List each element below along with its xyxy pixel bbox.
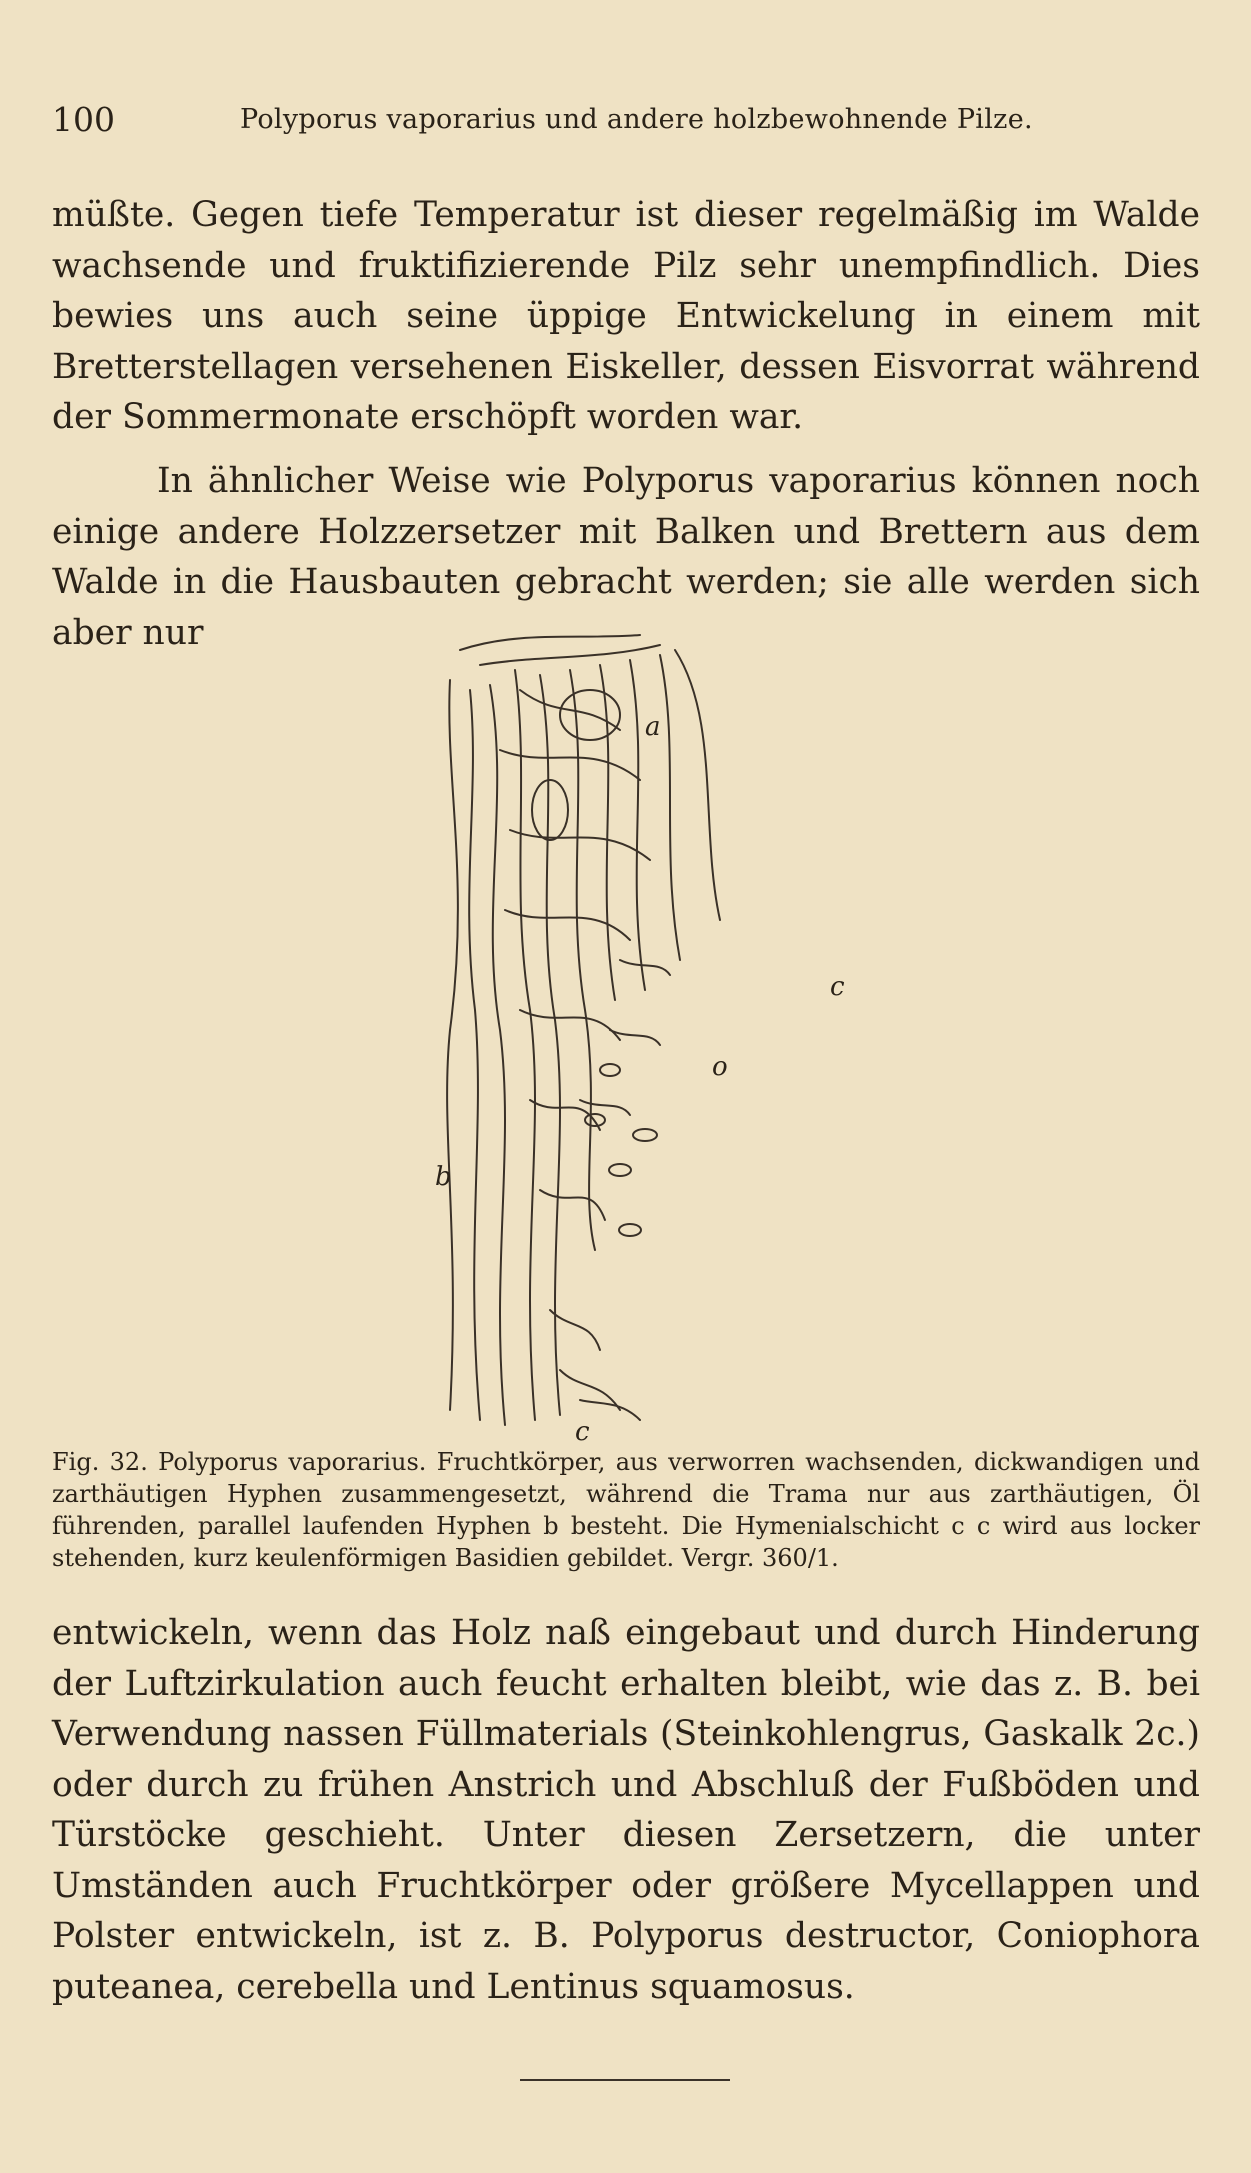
page-number: 100 xyxy=(52,100,115,139)
figure-illustration xyxy=(420,630,880,1445)
figure-label-c-bottom: c xyxy=(575,1417,590,1445)
paragraph-3: entwickeln, wenn das Holz naß eingebaut und durch Hinderung der Luftzirkulation auch feucht erhalten bleibt, wie das z. B. bei Verwendung nassen Füllmaterials (Steinkohlengrus, Gaskalk 2c.) oder durch zu frühen Anstrich und Abschluß der Fußböden und Türstöcke geschieht. Unter diesen Zersetzern, die unter Umständen auch Fruchtkörper oder größere Mycellappen und Polster entwickeln, ist z. B. Polyporus destructor, Coniophora puteanea, cerebella und Lentinus squamosus. xyxy=(52,1613,1200,2007)
hyphae-drawing xyxy=(420,630,880,1445)
figure-label-c-top: c xyxy=(830,972,845,1002)
paragraph-1: müßte. Gegen tiefe Temperatur ist dieser regelmäßig im Walde wachsende und fruktifizierende Pilz sehr unempfindlich. Dies bewies uns auch seine üppige Entwickelung in einem mit Bretterstellagen versehenen Eiskeller, dessen Eisvorrat während der Sommermonate erschöpft worden war. xyxy=(52,195,1200,437)
page-header xyxy=(52,100,1202,150)
running-title: Polyporus vaporarius und andere holzbewohnende Pilze. xyxy=(240,104,1033,135)
figure-label-o: o xyxy=(712,1052,728,1082)
paragraph-2: In ähnlicher Weise wie Polyporus vaporarius können noch einige andere Holzzersetzer mit Balken und Brettern aus dem Walde in die Hausbauten gebracht werden; sie alle werden sich aber nur xyxy=(52,461,1200,653)
figure-label-b: b xyxy=(435,1162,452,1192)
figure-caption: Fig. 32. Polyporus vaporarius. Fruchtkörper, aus verworren wachsenden, dickwandigen und zarthäutigen Hyphen zusammengesetzt, während die Trama nur aus zarthäutigen, Öl führenden, parallel laufenden Hyphen b besteht. Die Hymenialschicht c c wird aus locker stehenden, kurz keulenförmigen Basidien gebildet. Vergr. 360/1. xyxy=(52,1448,1200,1572)
figure-label-a: a xyxy=(645,712,661,742)
footer-divider xyxy=(520,2079,730,2081)
